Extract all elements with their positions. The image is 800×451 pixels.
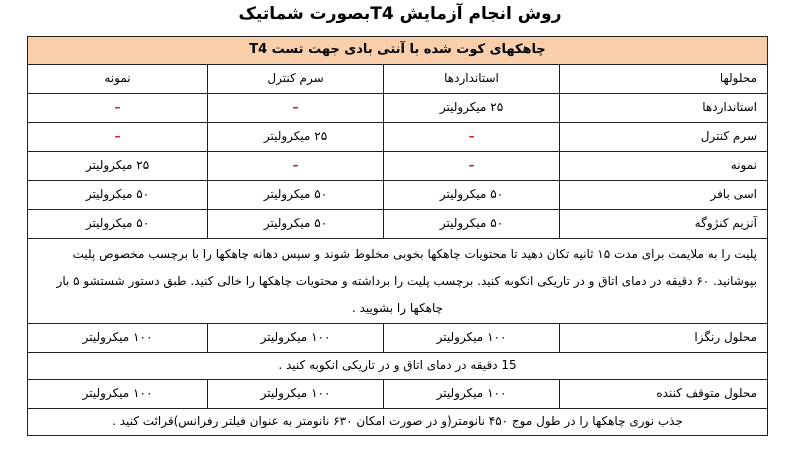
table-row <box>28 324 768 353</box>
table-row <box>28 181 768 210</box>
table-row <box>28 94 768 123</box>
table-cell: ۵۰ میکرولیتر <box>28 181 208 210</box>
table-cell: – <box>28 94 208 123</box>
instruction-row <box>28 239 768 324</box>
instruction-line: بپوشانید. ۶۰ دقیقه در دمای اتاق و در تاریکی انکوبه کنید. برچسب پلیت را برداشته و محتویات چاهکها را خالی کنید. طبق دستور شستشو ۵ بار <box>56 273 758 288</box>
row-label: سرم کنترل <box>560 123 768 152</box>
instruction-2: 15 دقیقه در دمای اتاق و در تاریکی انکوبه کنید . <box>28 353 768 380</box>
column-header: نمونه <box>28 65 208 94</box>
table-cell: ۲۵ میکرولیتر <box>28 152 208 181</box>
table-cell: ۵۰ میکرولیتر <box>208 181 384 210</box>
protocol-table <box>27 36 768 436</box>
table-cell: – <box>384 123 560 152</box>
table-cell: – <box>384 152 560 181</box>
table-cell: ۱۰۰ میکرولیتر <box>208 380 384 409</box>
page-title: روش انجام آزمایش T4بصورت شماتیک <box>238 4 562 24</box>
table-cell: ۱۰۰ میکرولیتر <box>208 324 384 353</box>
table-cell: – <box>208 94 384 123</box>
table-cell: ۱۰۰ میکرولیتر <box>384 380 560 409</box>
table-row <box>28 152 768 181</box>
table-cell: ۵۰ میکرولیتر <box>384 210 560 239</box>
instruction-row <box>28 353 768 380</box>
column-header-row <box>28 65 768 94</box>
table-cell: ۱۰۰ میکرولیتر <box>28 380 208 409</box>
table-cell: ۲۵ میکرولیتر <box>208 123 384 152</box>
row-label: اسی بافر <box>560 181 768 210</box>
row-label: محلول متوقف کننده <box>560 380 768 409</box>
instruction-1 <box>28 239 768 324</box>
table-cell: ۱۰۰ میکرولیتر <box>384 324 560 353</box>
instruction-line: پلیت را به ملایمت برای مدت ۱۵ ثانیه تکان دهید تا محتویات چاهکها بخوبی مخلوط شوند و سپس دهانه چاهکها را با برچسب مخصوص پلیت <box>72 246 758 261</box>
section-header-row <box>28 37 768 65</box>
table-cell: ۵۰ میکرولیتر <box>384 181 560 210</box>
section-header: چاهکهای کوت شده با آنتی بادی جهت تست T4 <box>28 37 768 65</box>
table-cell: ۱۰۰ میکرولیتر <box>28 324 208 353</box>
table-cell: – <box>208 152 384 181</box>
row-label: محلول رنگزا <box>560 324 768 353</box>
row-label: آنزیم کنژوگه <box>560 210 768 239</box>
table-cell: – <box>28 123 208 152</box>
instruction-row <box>28 409 768 436</box>
table-cell: ۲۵ میکرولیتر <box>384 94 560 123</box>
table-cell: ۵۰ میکرولیتر <box>208 210 384 239</box>
column-header: محلولها <box>560 65 768 94</box>
column-header: سرم کنترل <box>208 65 384 94</box>
instruction-3: جذب نوری چاهکها را در طول موج ۴۵۰ نانومتر(و در صورت امکان ۶۳۰ نانومتر به عنوان فیلتر رفرانس)قرائت کنید . <box>28 409 768 436</box>
column-header: استانداردها <box>384 65 560 94</box>
row-label: نمونه <box>560 152 768 181</box>
table-row <box>28 123 768 152</box>
table-row <box>28 380 768 409</box>
table-cell: ۵۰ میکرولیتر <box>28 210 208 239</box>
row-label: استانداردها <box>560 94 768 123</box>
table-row <box>28 210 768 239</box>
instruction-line: چاهکها را بشویید . <box>351 300 444 315</box>
